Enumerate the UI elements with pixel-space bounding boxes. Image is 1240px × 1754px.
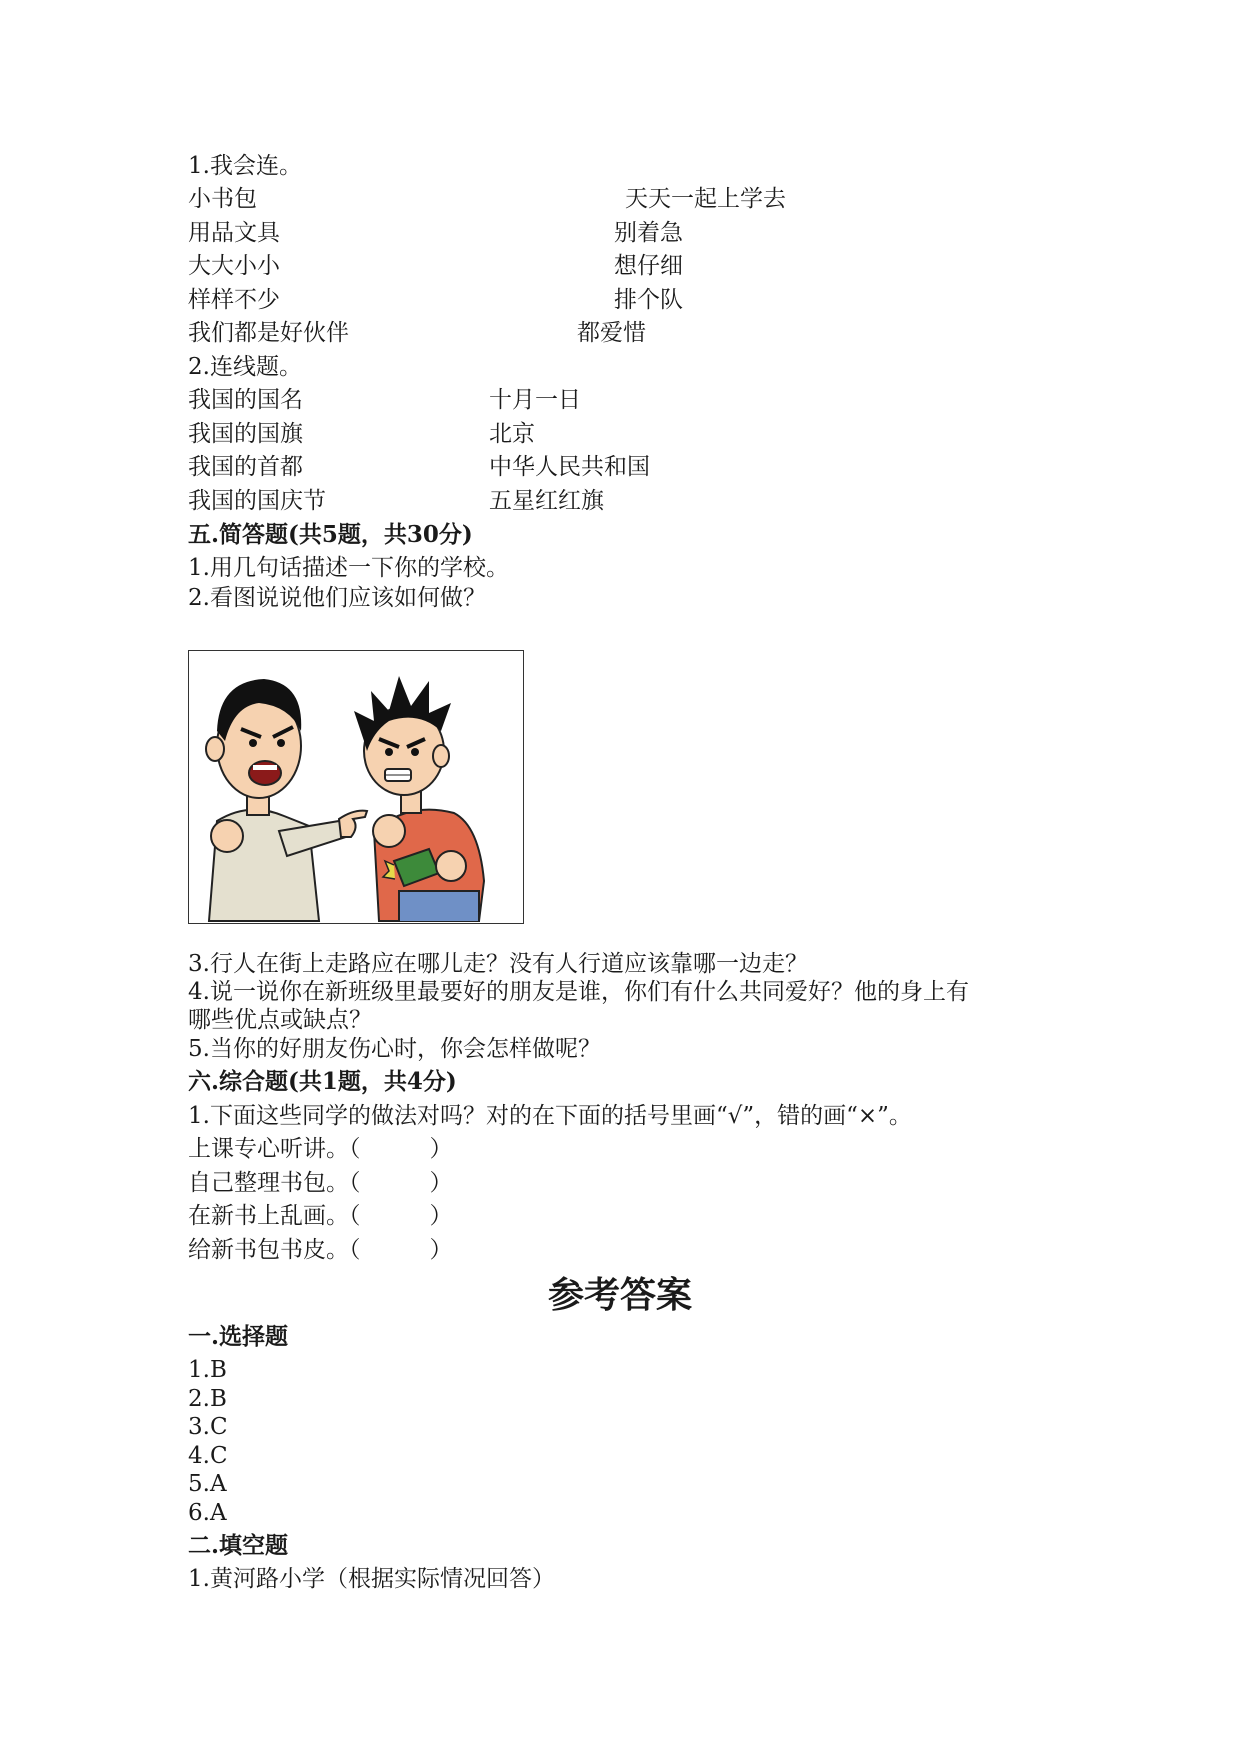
section6-q1: 1.下面这些同学的做法对吗？对的在下面的括号里画“√”，错的画“×”。 — [188, 1103, 912, 1129]
section5-q4-line2: 哪些优点或缺点？ — [188, 1007, 372, 1033]
q2-right-item: 五星红红旗 — [489, 488, 604, 514]
section5-q5: 5.当你的好朋友伤心时，你会怎样做呢？ — [188, 1036, 601, 1062]
answers-title: 参考答案 — [547, 1274, 692, 1316]
answer-item: 3.C — [188, 1414, 228, 1440]
section5-q3: 3.行人在街上走路应在哪儿走？没有人行道应该靠哪一边走？ — [188, 951, 808, 977]
q1-right-item: 都爱惜 — [577, 320, 646, 346]
q1-left-item: 大大小小 — [188, 253, 280, 279]
q1-right-item: 别着急 — [614, 220, 683, 246]
judge-item: 在新书上乱画。（ ） — [188, 1203, 453, 1229]
q2-left-item: 我国的国名 — [188, 387, 303, 413]
q1-left-item: 小书包 — [188, 186, 257, 212]
answer-item: 2.B — [188, 1386, 227, 1412]
q1-right-item: 想仔细 — [614, 253, 683, 279]
section5-heading: 五.简答题(共5题，共30分) — [188, 521, 473, 548]
answers-sec1-heading: 一.选择题 — [188, 1323, 289, 1350]
answer-item: 5.A — [188, 1471, 227, 1497]
q2-left-item: 我国的首都 — [188, 454, 303, 480]
answer-item: 6.A — [188, 1500, 227, 1526]
q1-left-item: 用品文具 — [188, 220, 280, 246]
answer-item: 1.B — [188, 1357, 227, 1383]
q2-title: 2.连线题。 — [188, 354, 302, 380]
q1-left-item: 我们都是好伙伴 — [188, 320, 349, 346]
q1-right-item: 天天一起上学去 — [625, 186, 786, 212]
q2-right-item: 北京 — [489, 421, 535, 447]
two-boys-arguing-image — [189, 651, 522, 922]
answer-item: 1.黄河路小学（根据实际情况回答） — [188, 1566, 555, 1592]
q1-title: 1.我会连。 — [188, 153, 302, 179]
section5-q1: 1.用几句话描述一下你的学校。 — [188, 555, 509, 581]
q1-left-item: 样样不少 — [188, 287, 280, 313]
judge-item: 自己整理书包。（ ） — [188, 1170, 453, 1196]
judge-item: 给新书包书皮。（ ） — [188, 1237, 453, 1263]
section5-q4-line1: 4.说一说你在新班级里最要好的朋友是谁，你们有什么共同爱好？他的身上有 — [188, 979, 969, 1005]
section6-heading: 六.综合题(共1题，共4分) — [188, 1068, 457, 1095]
judge-item: 上课专心听讲。（ ） — [188, 1136, 453, 1162]
q2-left-item: 我国的国庆节 — [188, 488, 326, 514]
answers-sec2-heading: 二.填空题 — [188, 1532, 289, 1559]
q1-right-item: 排个队 — [614, 287, 683, 313]
q2-left-item: 我国的国旗 — [188, 421, 303, 447]
answer-item: 4.C — [188, 1443, 228, 1469]
argument-illustration — [188, 650, 524, 924]
q2-right-item: 十月一日 — [489, 387, 581, 413]
q2-right-item: 中华人民共和国 — [489, 454, 650, 480]
section5-q2: 2.看图说说他们应该如何做？ — [188, 585, 486, 611]
